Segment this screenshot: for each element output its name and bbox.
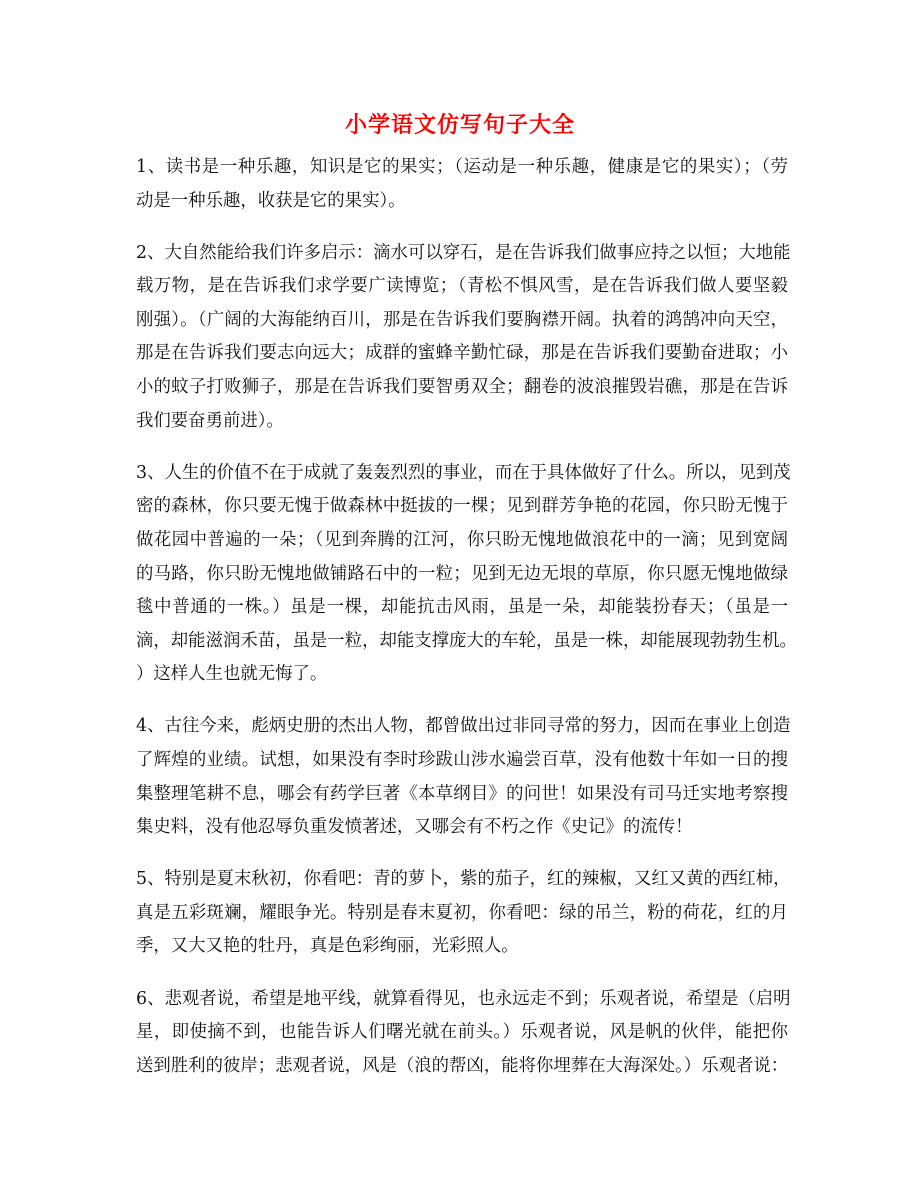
paragraph-line: 滴，却能滋润禾苗，虽是一粒，却能支撑庞大的车轮，虽是一株，却能展现勃勃生机。	[136, 630, 797, 651]
paragraph-line: 星，即使摘不到，也能告诉人们曙光就在前头。）乐观者说，风是帆的伙伴，能把你	[136, 1022, 788, 1043]
paragraph-line: 那是在告诉我们要志向远大；成群的蜜蜂辛勤忙碌，那是在告诉我们要勤奋进取；小	[136, 343, 788, 364]
paragraph-line: 送到胜利的彼岸；悲观者说，风是（浪的帮凶，能将你埋葬在大海深处。）乐观者说：	[136, 1055, 789, 1076]
paragraph-line: 刚强）。（广阔的大海能纳百川，那是在告诉我们要胸襟开阔。执着的鸿鹄冲向天空，	[136, 309, 788, 330]
paragraph-line: 密的森林，你只要无愧于做森林中挺拔的一棵；见到群芳争艳的花园，你只盼无愧于	[136, 496, 788, 517]
paragraph-line: 小的蚊子打败狮子，那是在告诉我们要智勇双全；翻卷的波浪摧毁岩礁，那是在告诉	[136, 377, 788, 398]
paragraph-line: 毯中普通的一株。）虽是一棵，却能抗击风雨，虽是一朵，却能装扮春天；（虽是一	[136, 597, 788, 618]
paragraph-line: 的马路，你只盼无愧地做铺路石中的一粒；见到无边无垠的草原，你只愿无愧地做绿	[136, 563, 788, 584]
paragraph-line: 3、人生的价值不在于成就了轰轰烈烈的事业，而在于具体做好了什么。所以，见到茂	[136, 462, 791, 483]
paragraph-line: 我们要奋勇前进）。	[136, 410, 284, 431]
document-title: 小学语文仿写句子大全	[344, 112, 575, 138]
paragraph-line: 动是一种乐趣，收获是它的果实）。	[136, 190, 406, 211]
paragraph-1	[136, 151, 788, 218]
document-body	[136, 151, 797, 1102]
paragraph-4	[136, 710, 791, 844]
paragraph-3	[136, 457, 797, 692]
paragraph-line: 季，又大又艳的牡丹，真是色彩绚丽，光彩照人。	[136, 936, 519, 957]
paragraph-line: ）这样人生也就无悔了。	[136, 664, 328, 685]
paragraph-line: 了辉煌的业绩。试想，如果没有李时珍跋山涉水遍尝百草，没有他数十年如一日的搜	[136, 750, 788, 770]
paragraph-line: 真是五彩斑斓，耀眼争光。特别是春末夏初，你看吧：绿的吊兰，粉的荷花，红的月	[136, 902, 788, 923]
paragraph-line: 集史料，没有他忍辱负重发愤著述，又哪会有不朽之作《史记》的流传！	[136, 817, 693, 838]
paragraph-line: 2、大自然能给我们许多启示：滴水可以穿石，是在告诉我们做事应持之以恒；大地能	[136, 242, 791, 263]
paragraph-line: 做花园中普遍的一朵；（见到奔腾的江河，你只盼无愧地做浪花中的一滴；见到宽阔	[136, 529, 788, 550]
paragraph-line: 集整理笔耕不息，哪会有药学巨著《本草纲目》的问世！如果没有司马迁实地考察搜	[136, 783, 788, 804]
paragraph-line: 1、读书是一种乐趣，知识是它的果实；（运动是一种乐趣，健康是它的果实）；（劳	[136, 157, 788, 177]
paragraph-line: 载万物，是在告诉我们求学要广读博览；（青松不惧风雪，是在告诉我们做人要坚毅	[136, 276, 788, 297]
paragraph-line: 6、悲观者说，希望是地平线，就算看得见，也永远走不到；乐观者说，希望是（启明	[136, 988, 791, 1009]
paragraph-2	[136, 237, 791, 439]
paragraph-5	[136, 863, 791, 964]
paragraph-line: 4、古往今来，彪炳史册的杰出人物，都曾做出过非同寻常的努力，因而在事业上创造	[136, 716, 791, 737]
paragraph-6	[136, 983, 791, 1084]
paragraph-line: 5、特别是夏末秋初，你看吧：青的萝卜，紫的茄子，红的辣椒，又红又黄的西红柿，	[136, 869, 791, 890]
